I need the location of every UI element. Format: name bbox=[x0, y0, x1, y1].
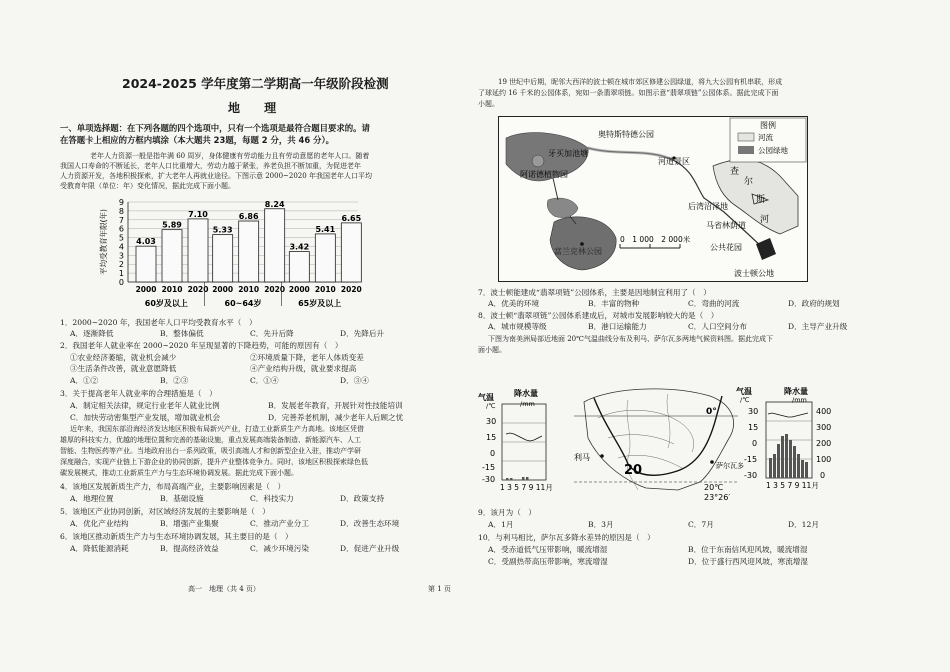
q2-option-a[interactable]: A．①② bbox=[70, 376, 99, 385]
passage-3-line: 19 世纪中后期，昵邻大西洋的波士顿在城市郊区修建公园绿道，将九大公园有机串联，形成 bbox=[498, 78, 783, 86]
label-river-3: 斯 bbox=[756, 195, 766, 205]
lima-temp-tick: -30 bbox=[482, 475, 496, 484]
q6-option-c[interactable]: C．减少环境污染 bbox=[250, 544, 309, 553]
passage-1-line: 我国人口寿命的不断延长，老年人口比重增大，劳动力越于紧张，养老负担不断加重，为促进老年 bbox=[60, 162, 361, 170]
label-olmsted-park: 奥特斯特德公园 bbox=[598, 130, 654, 139]
q2-statement: ④产业结构升级，就业要求提高 bbox=[250, 364, 357, 373]
x-tick-label: 2000 bbox=[212, 285, 234, 294]
y-tick-label: 1 bbox=[118, 269, 124, 279]
passage-4-line: 面小题。 bbox=[478, 346, 506, 354]
passage-2-line: 近年来，我国东部沿海经济发达地区积极布局新兴产业，打造工业新质生产力高地。该地区凭借 bbox=[70, 425, 364, 433]
question-2-stem: 2．我国老年人就业率在 2000~2020 年呈现显著的下降趋势，可能的原因有（ ） bbox=[60, 341, 343, 350]
salvador-precip-label: 降水量 bbox=[784, 387, 808, 396]
label-river-1: 查 bbox=[730, 167, 740, 177]
legend-river: 河流 bbox=[758, 133, 773, 142]
label-franklin-park: 富兰克林公园 bbox=[554, 247, 602, 256]
q5-option-d[interactable]: D．改善生态环境 bbox=[340, 519, 400, 528]
map-scale: 0 1 000 2 000米 bbox=[620, 235, 691, 244]
label-river-4: 河 bbox=[760, 215, 770, 225]
group-label: 60岁及以上 bbox=[144, 299, 188, 308]
y-tick-label: 3 bbox=[118, 251, 124, 261]
label-lima: 利马 bbox=[574, 453, 590, 462]
question-7-stem: 7．波士顿能建成“翡翠项链”公园体系，主要是因地制宜利用了（ ） bbox=[478, 288, 711, 297]
question-1-stem: 1．2000~2020 年，我国老年人口平均受教育水平（ ） bbox=[60, 318, 257, 327]
q3-option-d[interactable]: D．完善养老机制，减少老年人后顾之忧 bbox=[268, 413, 404, 422]
salvador-precip-tick: 100 bbox=[816, 455, 832, 464]
salvador-precip-tick: 0 bbox=[820, 471, 826, 480]
label-riverway: 河道景区 bbox=[658, 157, 690, 166]
y-tick-label: 8 bbox=[118, 206, 124, 216]
x-tick-label: 2020 bbox=[187, 285, 209, 294]
label-public-garden: 公共花园 bbox=[710, 243, 742, 252]
q10-option-c[interactable]: C．受副热带高压带影响，寒流增湿 bbox=[488, 557, 608, 566]
legend-park-swatch bbox=[738, 146, 754, 154]
lima-precip-unit: /mm bbox=[520, 400, 535, 408]
q4-option-a[interactable]: A．地理位置 bbox=[70, 494, 114, 503]
x-tick-label: 2010 bbox=[161, 285, 183, 294]
south-america-climate-figure bbox=[478, 378, 850, 500]
passage-1-line: 老年人力资源一般是指年满 60 周岁，身体健康有劳动能力且有劳动意愿的老年人口。随着 bbox=[90, 152, 370, 160]
bar-value-label: 5.89 bbox=[162, 220, 182, 230]
passage-2-line: 深度融合，实现产业链上下游企业的协同创新，提升产业整体竞争力。同时，该地区积极探索绿色低 bbox=[60, 458, 368, 466]
bar-value-label: 6.86 bbox=[238, 212, 259, 222]
bar bbox=[136, 246, 156, 282]
x-tick-label: 2000 bbox=[135, 285, 157, 294]
exam-title: 2024-2025 学年度第二学期高一年级阶段检测 bbox=[122, 76, 389, 91]
subject-title: 地 理 bbox=[228, 101, 287, 115]
question-5-stem: 5．该地区产业协同创新，对区域经济发展的主要影响是（ ） bbox=[60, 507, 270, 516]
lima-temp-tick: 30 bbox=[486, 417, 497, 426]
passage-3-line: 了球延约 16 千米的公园体系，宛如一条翡翠项链。如图示意“翡翠项链”公园体系。据此完成下面 bbox=[478, 89, 779, 97]
passage-2-line: 雄厚的科技实力，优越的地理位置和完善的基础设施，重点发展高端装备制造、新能源汽车、人工 bbox=[60, 436, 361, 444]
q6-option-d[interactable]: D．促进产业升级 bbox=[340, 544, 400, 553]
q9-option-d[interactable]: D．12月 bbox=[788, 520, 819, 529]
q4-option-d[interactable]: D．政策支持 bbox=[340, 494, 385, 503]
lima-temp-tick: 0 bbox=[490, 449, 496, 458]
salvador-temp-label: 气温 bbox=[736, 387, 752, 396]
bar-value-label: 5.41 bbox=[315, 224, 336, 234]
label-arboretum: 阿诺德植物园 bbox=[520, 170, 568, 179]
section-heading: 一、单项选择题：在下列各题的四个选项中，只有一个选项是最符合题目要求的。请 bbox=[60, 123, 370, 133]
lima-temp-label: 气温 bbox=[478, 393, 494, 402]
x-tick-label: 2000 bbox=[288, 285, 310, 294]
legend-river-swatch bbox=[738, 133, 754, 141]
q2-option-d[interactable]: D．③④ bbox=[340, 376, 369, 385]
q2-statement: ②环境质量下降，老年人体质变差 bbox=[250, 353, 364, 362]
group-label: 60~64岁 bbox=[224, 299, 262, 308]
q8-option-c[interactable]: C．人口空间分布 bbox=[688, 322, 747, 331]
q6-option-a[interactable]: A．降低能源消耗 bbox=[70, 544, 129, 553]
q1-option-d[interactable]: D．先降后升 bbox=[340, 329, 385, 338]
bar bbox=[188, 219, 208, 282]
salvador-climate-chart bbox=[736, 386, 831, 490]
q4-option-b[interactable]: B．基础设施 bbox=[160, 494, 204, 503]
salvador-temp-tick: 15 bbox=[748, 423, 759, 432]
salvador-precip-tick: 400 bbox=[816, 407, 832, 416]
label-river-2: 尔 bbox=[744, 177, 754, 187]
bar-value-label: 4.03 bbox=[136, 237, 156, 247]
passage-1-line: 受教育年限（单位：年）变化情况，据此完成下面小题。 bbox=[60, 182, 235, 190]
salvador-precip-tick: 200 bbox=[816, 439, 832, 448]
question-8-stem: 8．波士顿“翡翠项链”公园体系建成后，对城市发展影响较大的是（ ） bbox=[478, 311, 719, 320]
q8-option-d[interactable]: D．主导产业升级 bbox=[788, 322, 848, 331]
bar bbox=[162, 230, 182, 282]
q1-option-c[interactable]: C．先升后降 bbox=[250, 329, 294, 338]
q10-option-b[interactable]: B．位于东南信风迎风坡，暖流增湿 bbox=[688, 545, 808, 554]
bar bbox=[341, 223, 361, 282]
bar bbox=[315, 234, 335, 282]
passage-1-line: 人力资源开发，各地积极探索，扩大老年人再就业途径。下图示意 2000~2020 年我国老年人口平均 bbox=[60, 172, 372, 180]
passage-2-line: 智能、生物医药等产业。当地政府出台一系列政策，吸引高端人才和创新型企业入驻，推动产学研 bbox=[60, 447, 361, 455]
q7-option-a[interactable]: A．优美的环境 bbox=[488, 299, 540, 308]
legend-park: 公园绿地 bbox=[758, 146, 788, 155]
footer-left: 高一 地理（共 4 页） bbox=[188, 585, 260, 593]
x-tick-label: 2020 bbox=[264, 285, 286, 294]
bar bbox=[265, 209, 285, 282]
bar-value-label: 8.24 bbox=[264, 199, 285, 209]
label-tropic: 23°26′ bbox=[704, 493, 731, 500]
q9-option-b[interactable]: B．3月 bbox=[588, 520, 614, 529]
q7-option-c[interactable]: C．弯曲的河流 bbox=[688, 299, 740, 308]
y-tick-label: 9 bbox=[118, 198, 124, 207]
q4-option-c[interactable]: C．科技实力 bbox=[250, 494, 294, 503]
bar-value-label: 7.10 bbox=[188, 209, 208, 219]
salvador-temp-tick: 30 bbox=[748, 407, 759, 416]
bar-value-label: 5.33 bbox=[212, 225, 233, 235]
label-equator: 0° bbox=[706, 407, 717, 417]
lima-temp-tick: -15 bbox=[482, 463, 496, 472]
y-tick-label: 7 bbox=[118, 215, 124, 225]
q5-option-c[interactable]: C．推动产业分工 bbox=[250, 519, 309, 528]
q9-option-c[interactable]: C．7月 bbox=[688, 520, 714, 529]
lima-months: 1 3 5 7 9 11月 bbox=[500, 483, 553, 492]
salvador-temp-tick: -15 bbox=[744, 455, 758, 464]
bar bbox=[239, 221, 259, 282]
bar-value-label: 3.42 bbox=[289, 242, 310, 252]
isotherm-20c bbox=[594, 396, 722, 475]
bar bbox=[289, 252, 309, 282]
salvador-precip-tick: 300 bbox=[816, 423, 832, 432]
question-4-stem: 4．该地区发展新质生产力，布局高端产业，主要影响因素是（ ） bbox=[60, 482, 286, 491]
y-tick-label: 5 bbox=[118, 233, 124, 243]
q2-option-c[interactable]: C．①④ bbox=[250, 376, 279, 385]
label-back-bay-fens: 后湾沼泽地 bbox=[688, 202, 728, 211]
emerald-necklace-map bbox=[498, 116, 808, 282]
q10-option-d[interactable]: D．位于盛行西风迎风坡，寒流增湿 bbox=[688, 557, 808, 566]
footer-page: 第 1 页 bbox=[428, 585, 451, 593]
q3-option-b[interactable]: B．发展老年教育，开展针对性技能培训 bbox=[268, 401, 403, 410]
x-tick-label: 2010 bbox=[314, 285, 336, 294]
label-isotherm-20: 20 bbox=[624, 463, 643, 478]
q10-option-a[interactable]: A．受赤道低气压带影响，暖流增湿 bbox=[488, 545, 608, 554]
q1-option-a[interactable]: A．逐渐降低 bbox=[70, 329, 114, 338]
passage-2-line: 碳发展模式，推动工业新质生产力与生态环境协调发展。据此完成下面小题。 bbox=[60, 469, 298, 477]
jamaica-pond bbox=[532, 155, 544, 167]
q2-option-b[interactable]: B．②③ bbox=[160, 376, 189, 385]
question-9-stem: 9．该月为（ ） bbox=[478, 508, 536, 517]
lima-climate-chart bbox=[478, 388, 553, 492]
x-tick-label: 2010 bbox=[238, 285, 260, 294]
label-commonwealth-mall: 马省林荫道 bbox=[706, 221, 746, 230]
lima-temp-tick: 15 bbox=[486, 433, 497, 442]
bar bbox=[213, 235, 233, 282]
label-salvador: 萨尔瓦多 bbox=[716, 462, 744, 470]
label-jamaica-pond: 牙买加池塘 bbox=[548, 149, 588, 158]
passage-4-line: 下图为南美洲局部近地面 20℃气温曲线分布及利马、萨尔瓦多两地气候资料图。据此完成下 bbox=[488, 335, 773, 343]
q6-option-b[interactable]: B．提高经济效益 bbox=[160, 544, 219, 553]
question-6-stem: 6．该地区推动新质生产力与生态环境协调发展，其主要目的是（ ） bbox=[60, 532, 293, 541]
q8-option-a[interactable]: A．城市规模等级 bbox=[488, 322, 547, 331]
salvador-months: 1 3 5 7 9 11月 bbox=[766, 481, 819, 490]
lima-temp-unit: /℃ bbox=[486, 402, 496, 410]
passage-3-line: 小题。 bbox=[478, 100, 499, 108]
section-heading-2: 在答题卡上相应的方框内填涂（本大题共 23题，每题 2 分，共 46 分）。 bbox=[60, 135, 335, 145]
lima-precip-label: 降水量 bbox=[514, 389, 538, 398]
education-bar-chart bbox=[96, 196, 366, 314]
q7-option-b[interactable]: B．丰富的物种 bbox=[588, 299, 640, 308]
y-tick-label: 4 bbox=[118, 242, 124, 252]
south-america-map bbox=[574, 389, 744, 500]
salvador-temp-unit: /℃ bbox=[740, 396, 750, 404]
question-3-stem: 3．关于提高老年人就业率的合理措施是（ ） bbox=[60, 389, 217, 398]
y-tick-label: 2 bbox=[118, 260, 124, 270]
label-boston-common: 波士顿公地 bbox=[734, 269, 774, 278]
salvador-temp-tick: -30 bbox=[744, 471, 758, 480]
x-tick-label: 2020 bbox=[340, 285, 362, 294]
q1-option-b[interactable]: B．整体偏低 bbox=[160, 329, 204, 338]
q7-option-d[interactable]: D．政府的规划 bbox=[788, 299, 840, 308]
label-isotherm-20c: 20℃ bbox=[704, 483, 724, 492]
y-tick-label: 0 bbox=[118, 278, 124, 287]
salvador-temp-tick: 0 bbox=[752, 439, 758, 448]
salvador-precip-unit: /mm bbox=[792, 396, 807, 404]
group-label: 65岁及以上 bbox=[298, 299, 342, 308]
q8-option-b[interactable]: B．港口运输能力 bbox=[588, 322, 647, 331]
y-tick-label: 6 bbox=[118, 224, 124, 234]
q3-option-a[interactable]: A．制定相关法律，规定行业老年人就业比例 bbox=[70, 401, 220, 410]
q2-statement: ③生活条件改善，就业意愿降低 bbox=[70, 364, 177, 373]
q3-option-c[interactable]: C．加快劳动密集型产业发展，增加就业机会 bbox=[70, 413, 221, 422]
q2-statement: ①农业经济萎缩，就业机会减少 bbox=[70, 353, 177, 362]
question-10-stem: 10．与利马相比，萨尔瓦多降水差异的原因是（ ） bbox=[478, 533, 655, 542]
bar-value-label: 6.65 bbox=[341, 213, 362, 223]
q5-option-a[interactable]: A．优化产业结构 bbox=[70, 519, 129, 528]
y-axis-label: 平均受教育年限(年) bbox=[99, 209, 108, 275]
q5-option-b[interactable]: B．增强产业集聚 bbox=[160, 519, 219, 528]
q9-option-a[interactable]: A．1月 bbox=[488, 520, 514, 529]
legend-title: 图例 bbox=[760, 121, 776, 130]
